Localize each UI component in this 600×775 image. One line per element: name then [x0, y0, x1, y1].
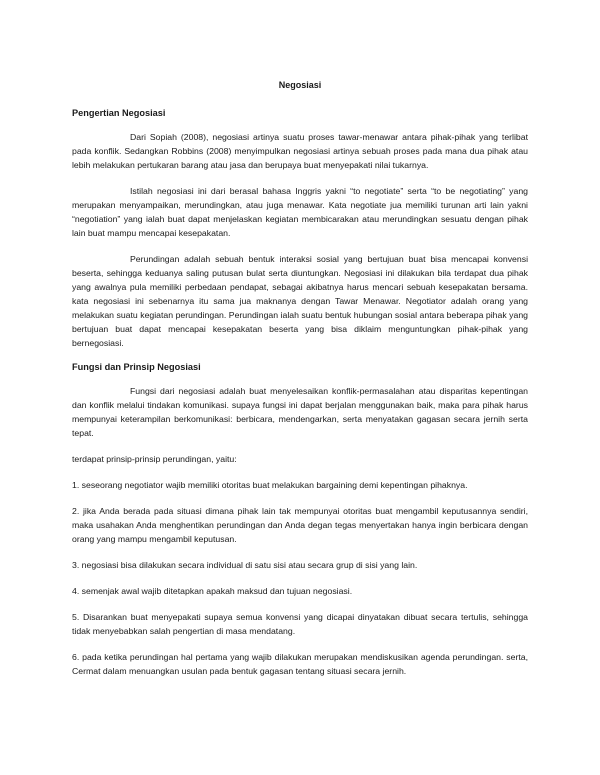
paragraph: Istilah negosiasi ini dari berasal bahasa Inggris yakni “to negotiate” serta “to be negotiating” yang merupakan menyampaikan, merundingkan, atau juga menawar. Kata negotiate jua memiliki turunan arti lain yakni “negotiation” yang ialah buat dapat menjelaskan kegiatan membicarakan atau merundingkan sesuatu dengan pihak lain buat mampu mencapai kesepakatan. [72, 186, 528, 238]
list-item: 2. jika Anda berada pada situasi dimana pihak lain tak mempunyai otoritas buat mengambil keputusannya sendiri, maka usahakan Anda menghentikan perundingan dan Anda degan tegas menyertakan hanya ingin berbicara dengan orang yang mampu mengambil keputusan. [72, 506, 528, 544]
list-item: 1. seseorang negotiator wajib memiliki otoritas buat melakukan bargaining demi kepentingan pihaknya. [72, 480, 468, 490]
section-heading-pengertian: Pengertian Negosiasi [72, 108, 166, 118]
paragraph: Perundingan adalah sebuah bentuk interaksi sosial yang bertujuan buat bisa mencapai konvensi beserta, sehingga keduanya saling putusan bulat serta diuntungkan. Negosiasi ini dilakukan bila terdapat dua pihak yang awalnya pula memiliki perbedaan pendapat, sebagai akibatnya harus mencari sebuah kesepakatan bersama. kata negosiasi ini sebenarnya itu sama jua maknanya dengan Tawar Menawar. Negotiator adalah orang yang melakukan suatu kegiatan perundingan. Perundingan ialah suatu bentuk hubungan sosial antara beberapa pihak yang bertujuan buat dapat mencapai kesepakatan beserta yang bisa diklaim menguntungkan pihak-pihak yang bernegosiasi. [72, 254, 528, 348]
document-title: Negosiasi [278, 80, 322, 90]
list-item: 4. semenjak awal wajib ditetapkan apakah maksud dan tujuan negosiasi. [72, 586, 353, 596]
list-intro: terdapat prinsip-prinsip perundingan, yaitu: [72, 454, 237, 464]
list-item: 3. negosiasi bisa dilakukan secara individual di satu sisi atau secara grup di sisi yang lain. [72, 560, 418, 570]
paragraph: Fungsi dari negosiasi adalah buat menyelesaikan konflik-permasalahan atau disparitas kepentingan dan konflik melalui tindakan komunikasi. supaya fungsi ini dapat berjalan menggunakan baik, maka para pihak harus mempunyai keterampilan berkomunikasi: berbicara, mendengarkan, serta menyatakan gagasan secara jernih serta tepat. [72, 386, 528, 438]
paragraph: Dari Sopiah (2008), negosiasi artinya suatu proses tawar-menawar antara pihak-pihak yang terlibat pada konflik. Sedangkan Robbins (2008) menyimpulkan negosiasi artinya sebuah proses pada mana dua pihak atau lebih melakukan pertukaran barang atau jasa dan berupaya buat menyepakati nilai tukarnya. [72, 132, 528, 170]
list-item: 6. pada ketika perundingan hal pertama yang wajib dilakukan merupakan mendiskusikan agenda perundingan. serta, Cermat dalam menuangkan usulan pada bentuk gagasan tentang situasi secara jernih. [72, 652, 528, 676]
section-heading-fungsi: Fungsi dan Prinsip Negosiasi [72, 362, 201, 372]
list-item: 5. Disarankan buat menyepakati supaya semua konvensi yang dicapai dinyatakan dibuat secara tertulis, sehingga tidak menyebabkan salah pengertian di masa mendatang. [72, 612, 528, 636]
